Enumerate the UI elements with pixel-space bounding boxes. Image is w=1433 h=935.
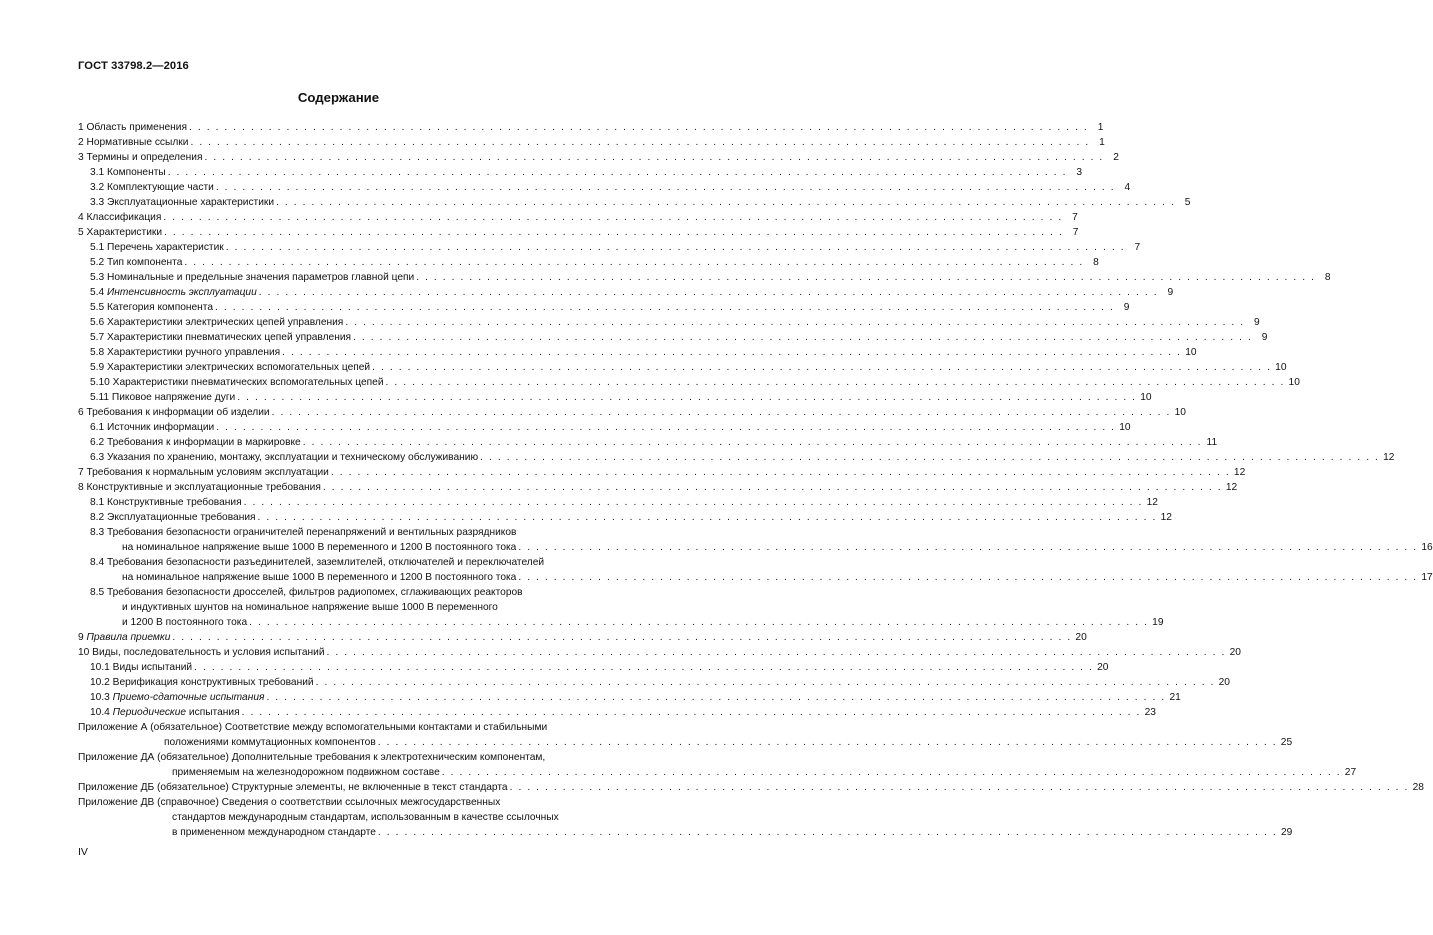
toc-entry-title — [90, 180, 214, 195]
toc-entry-title — [78, 465, 329, 480]
dot-leader: . . . . . . . . . . . . . . . . . . . . . . . . . . . . . . . . . . . . . . . . . . . . . . . . . . . . . . . . . . . . . . . . . . . . . . . . . . . . . . . . . . . . . . . . . . . . . . . . . . . . . . — [322, 482, 1223, 493]
dot-leader: . . . . . . . . . . . . . . . . . . . . . . . . . . . . . . . . . . . . . . . . . . . . . . . . . . . . . . . . . . . . . . . . . . . . . . . . . . . . . . . . . . . . . . . . . . . . . . . . . . . . . . — [172, 632, 1072, 643]
toc-page-number: 5 — [1184, 197, 1191, 208]
toc-entry-text: 5 Характеристики — [78, 227, 163, 238]
toc-entry-text: 5.7 Характеристики пневматических цепей управления — [90, 332, 352, 343]
toc-entry-text: 2 Нормативные ссылки — [78, 137, 189, 148]
dot-leader: . . . . . . . . . . . . . . . . . . . . . . . . . . . . . . . . . . . . . . . . . . . . . . . . . . . . . . . . . . . . . . . . . . . . . . . . . . . . . . . . . . . . . . . . . . . . . . . . . . . . . . — [258, 287, 1159, 298]
toc-page-number: 21 — [1169, 692, 1181, 703]
toc-entry[interactable] — [78, 240, 1141, 255]
dot-leader: . . . . . . . . . . . . . . . . . . . . . . . . . . . . . . . . . . . . . . . . . . . . . . . . . . . . . . . . . . . . . . . . . . . . . . . . . . . . . . . . . . . . . . . . . . . . . . . . . . . . . . — [194, 662, 1094, 673]
dot-leader: . . . . . . . . . . . . . . . . . . . . . . . . . . . . . . . . . . . . . . . . . . . . . . . . . . . . . . . . . . . . . . . . . . . . . . . . . . . . . . . . . . . . . . . . . . . . . . . . . . . . . . — [167, 167, 1068, 178]
toc-entry[interactable] — [78, 195, 1191, 210]
toc-entry-text: 6.2 Требования к информации в маркировке — [90, 437, 301, 448]
toc-entry-continuation: и индуктивных шунтов на номинальное напряжение выше 1000 В переменного — [122, 602, 498, 613]
annex-entry[interactable] — [78, 780, 1424, 795]
toc-entry-number: 10.4 — [90, 707, 113, 718]
toc-entry[interactable] — [78, 330, 1268, 345]
toc-page-number: 28 — [1412, 782, 1424, 793]
dot-leader: . . . . . . . . . . . . . . . . . . . . . . . . . . . . . . . . . . . . . . . . . . . . . . . . . . . . . . . . . . . . . . . . . . . . . . . . . . . . . . . . . . . . . . . . . . . . . . . . . . . . . . — [518, 542, 1418, 553]
dot-leader: . . . . . . . . . . . . . . . . . . . . . . . . . . . . . . . . . . . . . . . . . . . . . . . . . . . . . . . . . . . . . . . . . . . . . . . . . . . . . . . . . . . . . . . . . . . . . . . . . . . . . . — [184, 257, 1084, 268]
toc-page-number: 7 — [1134, 242, 1141, 253]
toc-entry-text: применяемым на железнодорожном подвижном составе — [172, 767, 440, 778]
toc-entry-text: положениями коммутационных компонентов — [164, 737, 376, 748]
dot-leader: . . . . . . . . . . . . . . . . . . . . . . . . . . . . . . . . . . . . . . . . . . . . . . . . . . . . . . . . . . . . . . . . . . . . . . . . . . . . . . . . . . . . . . . . . . . . . . . . . . . . . . — [330, 467, 1231, 478]
page-number-roman: IV — [78, 846, 88, 858]
toc-entry-title — [90, 270, 414, 285]
toc-page-number: 12 — [1233, 467, 1246, 478]
toc-entry-title — [90, 240, 224, 255]
toc-entry-number: 5.4 — [90, 287, 107, 298]
toc-entry-text: 5.10 Характеристики пневматических вспомогательных цепей — [90, 377, 384, 388]
toc-entry[interactable] — [78, 675, 1230, 690]
dot-leader: . . . . . . . . . . . . . . . . . . . . . . . . . . . . . . . . . . . . . . . . . . . . . . . . . . . . . . . . . . . . . . . . . . . . . . . . . . . . . . . . . . . . . . . . . . . . . . . . . . . . . . — [326, 647, 1226, 658]
toc-entry-title — [78, 780, 508, 795]
toc-entry[interactable] — [78, 375, 1300, 390]
toc-entry[interactable] — [78, 180, 1131, 195]
toc-entry-text: 5.9 Характеристики электрических вспомогательных цепей — [90, 362, 371, 373]
toc-entry-title — [90, 345, 280, 360]
dot-leader: . . . . . . . . . . . . . . . . . . . . . . . . . . . . . . . . . . . . . . . . . . . . . . . . . . . . . . . . . . . . . . . . . . . . . . . . . . . . . . . . . . . . . . . . . . . . . . . . . . . . . . — [353, 332, 1253, 343]
dot-leader: . . . . . . . . . . . . . . . . . . . . . . . . . . . . . . . . . . . . . . . . . . . . . . . . . . . . . . . . . . . . . . . . . . . . . . . . . . . . . . . . . . . . . . . . . . . . . . . . . . . . . . — [216, 422, 1116, 433]
dot-leader: . . . . . . . . . . . . . . . . . . . . . . . . . . . . . . . . . . . . . . . . . . . . . . . . . . . . . . . . . . . . . . . . . . . . . . . . . . . . . . . . . . . . . . . . . . . . . . . . . . . . . . — [249, 617, 1149, 628]
toc-entry[interactable] — [78, 390, 1152, 405]
toc-entry-title — [90, 315, 343, 330]
toc-entry-text: на номинальное напряжение выше 1000 В переменного и 1200 В постоянного тока — [122, 572, 517, 583]
toc-entry-title — [172, 765, 440, 780]
toc-page-number: 1 — [1099, 137, 1105, 148]
toc-entry-title — [122, 540, 516, 555]
toc-entry-title — [78, 405, 270, 420]
dot-leader: . . . . . . . . . . . . . . . . . . . . . . . . . . . . . . . . . . . . . . . . . . . . . . . . . . . . . . . . . . . . . . . . . . . . . . . . . . . . . . . . . . . . . . . . . . . . . . . . . . . . . . — [204, 152, 1104, 163]
toc-entry-title — [78, 630, 170, 645]
toc-page-number: 11 — [1206, 437, 1218, 448]
toc-entry-title — [90, 375, 384, 390]
toc-page-number: 27 — [1344, 767, 1357, 778]
toc-entry-text: 8 Конструктивные и эксплуатационные требования — [78, 482, 321, 493]
toc-entry[interactable] — [78, 435, 1218, 450]
toc-entry-text: и 1200 В постоянного тока — [122, 617, 248, 628]
dot-leader: . . . . . . . . . . . . . . . . . . . . . . . . . . . . . . . . . . . . . . . . . . . . . . . . . . . . . . . . . . . . . . . . . . . . . . . . . . . . . . . . . . . . . . . . . . . . . . . . . . . . . . — [377, 827, 1278, 838]
toc-entry-heading: 8.5 Требования безопасности дросселей, фильтров радиопомех, сглаживающих реакторов — [90, 587, 523, 598]
toc-entry[interactable] — [78, 345, 1197, 360]
toc-entry-text: 10.1 Виды испытаний — [90, 662, 193, 673]
dot-leader: . . . . . . . . . . . . . . . . . . . . . . . . . . . . . . . . . . . . . . . . . . . . . . . . . . . . . . . . . . . . . . . . . . . . . . . . . . . . . . . . . . . . . . . . . . . . . . . . . . . . . . — [164, 227, 1064, 238]
toc-page-number: 9 — [1167, 287, 1174, 298]
toc-page-number: 17 — [1421, 572, 1433, 583]
toc-entry[interactable] — [78, 300, 1130, 315]
toc-entry-title — [90, 690, 264, 705]
toc-entry-text: 5.1 Перечень характеристик — [90, 242, 224, 253]
toc-entry-text: 7 Требования к нормальным условиям эксплуатации — [78, 467, 329, 478]
toc-entry-text: Приемо-сдаточные испытания — [112, 692, 265, 703]
toc-page-number: 19 — [1152, 617, 1164, 628]
dot-leader: . . . . . . . . . . . . . . . . . . . . . . . . . . . . . . . . . . . . . . . . . . . . . . . . . . . . . . . . . . . . . . . . . . . . . . . . . . . . . . . . . . . . . . . . . . . . . . . . . . . . . . — [190, 137, 1090, 148]
toc-page-number: 10 — [1185, 347, 1197, 358]
dot-leader: . . . . . . . . . . . . . . . . . . . . . . . . . . . . . . . . . . . . . . . . . . . . . . . . . . . . . . . . . . . . . . . . . . . . . . . . . . . . . . . . . . . . . . . . . . . . . . . . . . . . . . — [276, 197, 1176, 208]
annex-entry[interactable] — [78, 765, 1357, 780]
toc-page-number: 7 — [1072, 212, 1078, 223]
dot-leader: . . . . . . . . . . . . . . . . . . . . . . . . . . . . . . . . . . . . . . . . . . . . . . . . . . . . . . . . . . . . . . . . . . . . . . . . . . . . . . . . . . . . . . . . . . . . . . . . . . . . . . — [416, 272, 1316, 283]
toc-entry-text: Периодические — [112, 707, 187, 718]
toc-entry-title — [90, 660, 192, 675]
toc-entry-suffix: испытания — [186, 707, 240, 718]
toc-entry-text: 6.1 Источник информации — [90, 422, 215, 433]
dot-leader: . . . . . . . . . . . . . . . . . . . . . . . . . . . . . . . . . . . . . . . . . . . . . . . . . . . . . . . . . . . . . . . . . . . . . . . . . . . . . . . . . . . . . . . . . . . . . . . . . . . . . . — [266, 692, 1166, 703]
toc-entry[interactable] — [78, 450, 1395, 465]
toc-entry[interactable] — [78, 360, 1287, 375]
annex-heading: Приложение ДА (обязательное) Дополнительные требования к электротехническим компонентам, — [78, 752, 546, 763]
toc-entry[interactable] — [78, 465, 1246, 480]
toc-page-number: 10 — [1174, 407, 1186, 418]
dot-leader: . . . . . . . . . . . . . . . . . . . . . . . . . . . . . . . . . . . . . . . . . . . . . . . . . . . . . . . . . . . . . . . . . . . . . . . . . . . . . . . . . . . . . . . . . . . . . . . . . . . . . . — [188, 122, 1089, 133]
toc-entry[interactable] — [78, 150, 1119, 165]
toc-entry[interactable] — [78, 285, 1174, 300]
toc-page-number: 23 — [1144, 707, 1156, 718]
dot-leader: . . . . . . . . . . . . . . . . . . . . . . . . . . . . . . . . . . . . . . . . . . . . . . . . . . . . . . . . . . . . . . . . . . . . . . . . . . . . . . . . . . . . . . . . . . . . . . . . . . . . . . — [372, 362, 1272, 373]
dot-leader: . . . . . . . . . . . . . . . . . . . . . . . . . . . . . . . . . . . . . . . . . . . . . . . . . . . . . . . . . . . . . . . . . . . . . . . . . . . . . . . . . . . . . . . . . . . . . . . . . . . . . . — [509, 782, 1409, 793]
toc-entry[interactable] — [78, 420, 1131, 435]
toc-entry[interactable] — [78, 510, 1172, 525]
toc-entry-text: Приложение ДБ (обязательное) Структурные элементы, не включенные в текст стандарта — [78, 782, 508, 793]
toc-entry-text: 5.3 Номинальные и предельные значения параметров главной цепи — [90, 272, 415, 283]
toc-entry-title — [164, 735, 376, 750]
toc-entry[interactable] — [78, 135, 1105, 150]
toc-entry[interactable] — [78, 165, 1083, 180]
toc-page-number: 7 — [1072, 227, 1079, 238]
toc-entry-text: Правила приемки — [86, 632, 171, 643]
dot-leader: . . . . . . . . . . . . . . . . . . . . . . . . . . . . . . . . . . . . . . . . . . . . . . . . . . . . . . . . . . . . . . . . . . . . . . . . . . . . . . . . . . . . . . . . . . . . . . . . . . . . . . — [241, 707, 1141, 718]
toc-entry-title — [90, 255, 182, 270]
toc-page-number: 9 — [1254, 317, 1260, 328]
toc-entry-text: 6 Требования к информации об изделии — [78, 407, 270, 418]
toc-page-number: 9 — [1261, 332, 1268, 343]
toc-entry-text: 10 Виды, последовательность и условия испытаний — [78, 647, 325, 658]
toc-entry-text: 10.2 Верификация конструктивных требований — [90, 677, 314, 688]
dot-leader: . . . . . . . . . . . . . . . . . . . . . . . . . . . . . . . . . . . . . . . . . . . . . . . . . . . . . . . . . . . . . . . . . . . . . . . . . . . . . . . . . . . . . . . . . . . . . . . . . . . . . . — [315, 677, 1215, 688]
annex-heading: Приложение ДВ (справочное) Сведения о соответствии ссылочных межгосударственных — [78, 797, 501, 808]
toc-page-number: 9 — [1123, 302, 1130, 313]
dot-leader: . . . . . . . . . . . . . . . . . . . . . . . . . . . . . . . . . . . . . . . . . . . . . . . . . . . . . . . . . . . . . . . . . . . . . . . . . . . . . . . . . . . . . . . . . . . . . . . . . . . . . . — [243, 497, 1143, 508]
toc-page-number: 10 — [1140, 392, 1152, 403]
dot-leader: . . . . . . . . . . . . . . . . . . . . . . . . . . . . . . . . . . . . . . . . . . . . . . . . . . . . . . . . . . . . . . . . . . . . . . . . . . . . . . . . . . . . . . . . . . . . . . . . . . . . . . — [257, 512, 1157, 523]
toc-entry[interactable] — [78, 630, 1087, 645]
toc-entry-text: 3 Термины и определения — [78, 152, 203, 163]
dot-leader: . . . . . . . . . . . . . . . . . . . . . . . . . . . . . . . . . . . . . . . . . . . . . . . . . . . . . . . . . . . . . . . . . . . . . . . . . . . . . . . . . . . . . . . . . . . . . . . . . . . . . . — [237, 392, 1137, 403]
toc-entry-text: в примененном международном стандарте — [172, 827, 376, 838]
toc-entry-title — [90, 390, 235, 405]
toc-entry-title — [78, 120, 187, 135]
toc-entry-title — [78, 645, 325, 660]
annex-entry[interactable] — [78, 825, 1293, 840]
toc-page-number: 25 — [1280, 737, 1293, 748]
toc-page-number: 1 — [1097, 122, 1104, 133]
toc-entry-text: 8.2 Эксплуатационные требования — [90, 512, 256, 523]
annex-entry[interactable] — [78, 735, 1293, 750]
toc-entry[interactable] — [78, 210, 1078, 225]
toc-page-number: 16 — [1421, 542, 1433, 553]
toc-entry-title — [90, 495, 242, 510]
dot-leader: . . . . . . . . . . . . . . . . . . . . . . . . . . . . . . . . . . . . . . . . . . . . . . . . . . . . . . . . . . . . . . . . . . . . . . . . . . . . . . . . . . . . . . . . . . . . . . . . . . . . . . — [215, 182, 1116, 193]
toc-page-number: 12 — [1383, 452, 1395, 463]
toc-entry-title — [78, 150, 202, 165]
toc-entry-text: 5.5 Категория компонента — [90, 302, 214, 313]
toc-entry-text: 8.1 Конструктивные требования — [90, 497, 242, 508]
dot-leader: . . . . . . . . . . . . . . . . . . . . . . . . . . . . . . . . . . . . . . . . . . . . . . . . . . . . . . . . . . . . . . . . . . . . . . . . . . . . . . . . . . . . . . . . . . . . . . . . . . . . . . — [441, 767, 1342, 778]
toc-entry-title — [78, 480, 321, 495]
dot-leader: . . . . . . . . . . . . . . . . . . . . . . . . . . . . . . . . . . . . . . . . . . . . . . . . . . . . . . . . . . . . . . . . . . . . . . . . . . . . . . . . . . . . . . . . . . . . . . . . . . . . . . — [282, 347, 1182, 358]
toc-entry[interactable] — [78, 255, 1099, 270]
table-of-contents — [78, 120, 1433, 840]
toc-entry-title — [90, 705, 240, 720]
toc-entry-title — [90, 165, 166, 180]
toc-entry[interactable] — [78, 540, 1433, 555]
toc-entry[interactable] — [78, 660, 1109, 675]
dot-leader: . . . . . . . . . . . . . . . . . . . . . . . . . . . . . . . . . . . . . . . . . . . . . . . . . . . . . . . . . . . . . . . . . . . . . . . . . . . . . . . . . . . . . . . . . . . . . . . . . . . . . . — [345, 317, 1245, 328]
toc-entry-text: 3.1 Компоненты — [90, 167, 166, 178]
toc-page-number: 10 — [1119, 422, 1131, 433]
toc-entry[interactable] — [78, 270, 1331, 285]
toc-entry-title — [90, 195, 274, 210]
toc-entry-title — [90, 360, 370, 375]
toc-entry-text: 5.8 Характеристики ручного управления — [90, 347, 281, 358]
toc-entry-title — [122, 570, 516, 585]
toc-entry-title — [90, 300, 213, 315]
dot-leader: . . . . . . . . . . . . . . . . . . . . . . . . . . . . . . . . . . . . . . . . . . . . . . . . . . . . . . . . . . . . . . . . . . . . . . . . . . . . . . . . . . . . . . . . . . . . . . . . . . . . . . — [377, 737, 1278, 748]
toc-entry-title — [78, 135, 188, 150]
toc-entry-number: 9 — [78, 632, 87, 643]
dot-leader: . . . . . . . . . . . . . . . . . . . . . . . . . . . . . . . . . . . . . . . . . . . . . . . . . . . . . . . . . . . . . . . . . . . . . . . . . . . . . . . . . . . . . . . . . . . . . . . . . . . . . . — [215, 302, 1115, 313]
toc-entry[interactable] — [78, 645, 1241, 660]
toc-entry-text: 6.3 Указания по хранению, монтажу, эксплуатации и техническому обслуживанию — [90, 452, 479, 463]
dot-leader: . . . . . . . . . . . . . . . . . . . . . . . . . . . . . . . . . . . . . . . . . . . . . . . . . . . . . . . . . . . . . . . . . . . . . . . . . . . . . . . . . . . . . . . . . . . . . . . . . . . . . . — [271, 407, 1171, 418]
toc-title: Содержание — [297, 90, 380, 105]
toc-entry-title — [90, 435, 301, 450]
toc-entry[interactable] — [78, 705, 1156, 720]
toc-entry[interactable] — [78, 405, 1186, 420]
dot-leader: . . . . . . . . . . . . . . . . . . . . . . . . . . . . . . . . . . . . . . . . . . . . . . . . . . . . . . . . . . . . . . . . . . . . . . . . . . . . . . . . . . . . . . . . . . . . . . . . . . . . . . — [480, 452, 1380, 463]
toc-entry[interactable] — [78, 690, 1181, 705]
toc-entry-number: 10.3 — [90, 692, 113, 703]
toc-entry-text: на номинальное напряжение выше 1000 В переменного и 1200 В постоянного тока — [122, 542, 517, 553]
toc-entry-title — [90, 675, 314, 690]
toc-page-number: 10 — [1275, 362, 1287, 373]
annex-heading: Приложение А (обязательное) Соответствие между вспомогательными контактами и стабильными — [78, 722, 548, 733]
toc-page-number: 20 — [1075, 632, 1087, 643]
toc-page-number: 20 — [1097, 662, 1109, 673]
toc-entry-text: 1 Область применения — [78, 122, 187, 133]
toc-entry[interactable] — [78, 315, 1260, 330]
toc-entry-title — [90, 420, 214, 435]
toc-entry-text: Интенсивность эксплуатации — [107, 287, 257, 298]
toc-page-number: 10 — [1288, 377, 1300, 388]
toc-page-number: 2 — [1113, 152, 1119, 163]
toc-entry-text: 5.6 Характеристики электрических цепей управления — [90, 317, 344, 328]
toc-entry-title — [90, 510, 256, 525]
dot-leader: . . . . . . . . . . . . . . . . . . . . . . . . . . . . . . . . . . . . . . . . . . . . . . . . . . . . . . . . . . . . . . . . . . . . . . . . . . . . . . . . . . . . . . . . . . . . . . . . . . . . . . — [163, 212, 1063, 223]
toc-entry[interactable] — [78, 480, 1238, 495]
toc-page-number: 8 — [1324, 272, 1331, 283]
toc-entry-text: 5.2 Тип компонента — [90, 257, 183, 268]
toc-page-number: 12 — [1146, 497, 1158, 508]
toc-entry-text: 3.2 Комплектующие части — [90, 182, 214, 193]
annex-continuation: стандартов международным стандартам, использованным в качестве ссылочных — [172, 812, 559, 823]
toc-entry-title — [90, 330, 351, 345]
toc-entry-heading: 8.3 Требования безопасности ограничителей перенапряжений и вентильных разрядников — [90, 527, 517, 538]
toc-page-number: 12 — [1225, 482, 1238, 493]
dot-leader: . . . . . . . . . . . . . . . . . . . . . . . . . . . . . . . . . . . . . . . . . . . . . . . . . . . . . . . . . . . . . . . . . . . . . . . . . . . . . . . . . . . . . . . . . . . . . . . . . . . . . . — [302, 437, 1203, 448]
toc-page-number: 20 — [1218, 677, 1230, 688]
toc-entry-heading: 8.4 Требования безопасности разъединителей, заземлителей, отключателей и переключателей — [90, 557, 545, 568]
toc-entry[interactable] — [78, 120, 1104, 135]
dot-leader: . . . . . . . . . . . . . . . . . . . . . . . . . . . . . . . . . . . . . . . . . . . . . . . . . . . . . . . . . . . . . . . . . . . . . . . . . . . . . . . . . . . . . . . . . . . . . . . . . . . . . . — [518, 572, 1418, 583]
toc-entry-title — [122, 615, 247, 630]
toc-page-number: 3 — [1076, 167, 1083, 178]
dot-leader: . . . . . . . . . . . . . . . . . . . . . . . . . . . . . . . . . . . . . . . . . . . . . . . . . . . . . . . . . . . . . . . . . . . . . . . . . . . . . . . . . . . . . . . . . . . . . . . . . . . . . . — [385, 377, 1285, 388]
toc-page-number: 8 — [1093, 257, 1099, 268]
dot-leader: . . . . . . . . . . . . . . . . . . . . . . . . . . . . . . . . . . . . . . . . . . . . . . . . . . . . . . . . . . . . . . . . . . . . . . . . . . . . . . . . . . . . . . . . . . . . . . . . . . . . . . — [225, 242, 1126, 253]
toc-entry[interactable] — [78, 495, 1158, 510]
toc-page-number: 4 — [1124, 182, 1131, 193]
toc-entry-title — [78, 225, 162, 240]
toc-page-number: 20 — [1229, 647, 1241, 658]
toc-entry[interactable] — [78, 225, 1079, 240]
toc-entry-title — [78, 210, 161, 225]
toc-entry-title — [90, 450, 478, 465]
toc-entry-title — [90, 285, 257, 300]
toc-entry[interactable] — [78, 615, 1164, 630]
toc-entry-title — [172, 825, 376, 840]
toc-entry[interactable] — [78, 570, 1433, 585]
toc-entry-text: 4 Классификация — [78, 212, 162, 223]
toc-entry-text: 3.3 Эксплуатационные характеристики — [90, 197, 275, 208]
toc-page-number: 29 — [1280, 827, 1293, 838]
toc-page-number: 12 — [1160, 512, 1172, 523]
document-code: ГОСТ 33798.2—2016 — [78, 60, 189, 72]
toc-entry-text: 5.11 Пиковое напряжение дуги — [90, 392, 236, 403]
